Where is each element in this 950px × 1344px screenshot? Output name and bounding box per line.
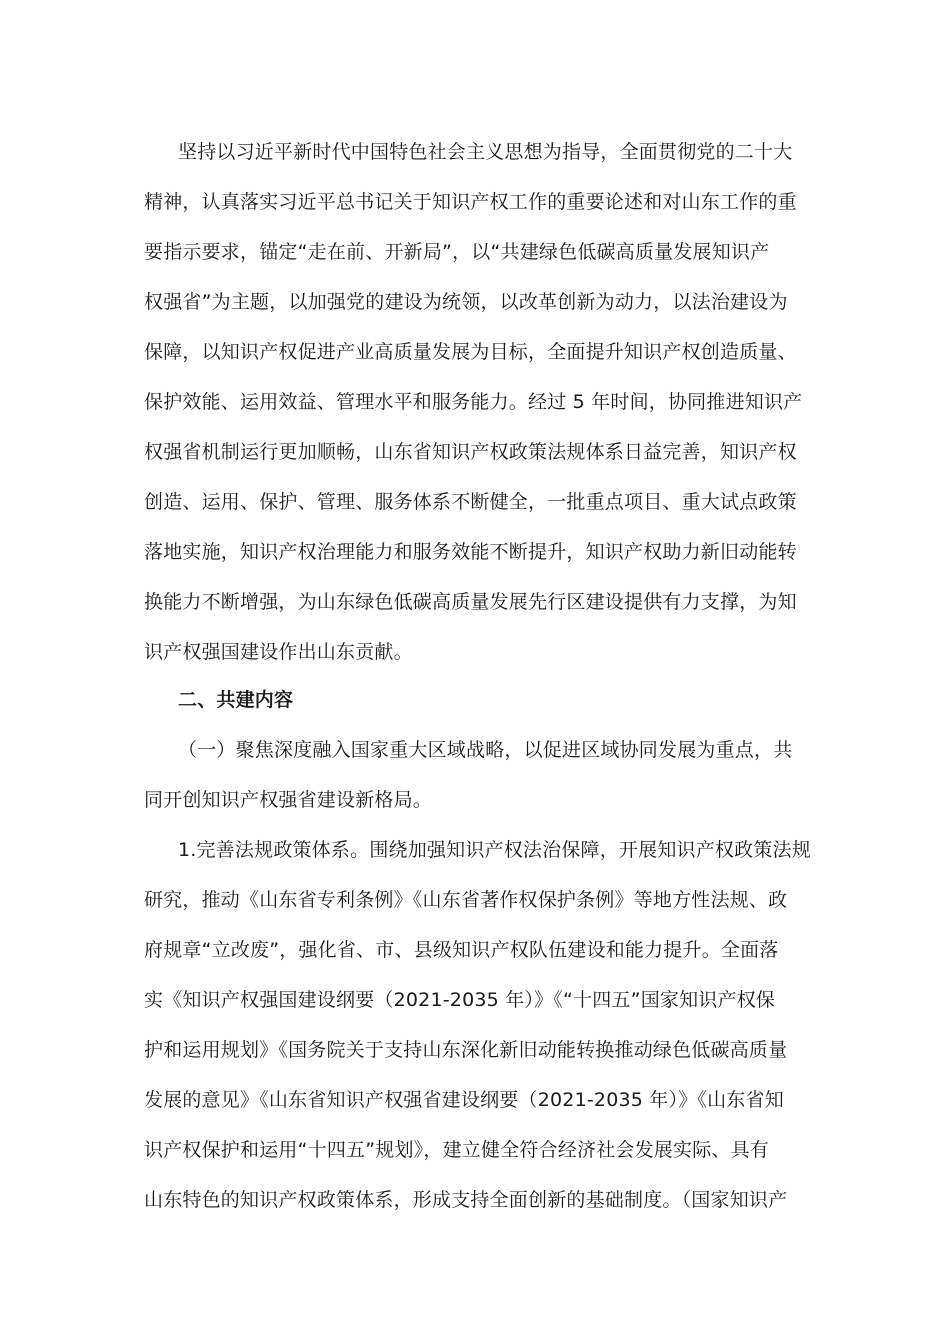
paragraph-3-line-8: 山东特色的知识产权政策体系，形成支持全面创新的基础制度。（国家知识产 xyxy=(144,1189,788,1211)
paragraph-1-line-11: 识产权强国建设作出山东贡献。 xyxy=(144,641,413,663)
paragraph-3-line-4: 实《知识产权强国建设纲要（2021-2035 年）》《“十四五”国家知识产权保 xyxy=(144,989,776,1011)
paragraph-3-line-5: 护和运用规划》《国务院关于支持山东深化新旧动能转换推动绿色低碳高质量 xyxy=(144,1039,788,1061)
paragraph-3-line-7: 识产权保护和运用“十四五”规划》，建立健全符合经济社会发展实际、具有 xyxy=(144,1139,769,1161)
paragraph-3-line-3: 府规章“立改废”，强化省、市、县级知识产权队伍建设和能力提升。全面落 xyxy=(144,939,779,961)
paragraph-1-line-4: 权强省”为主题，以加强党的建设为统领，以改革创新为动力，以法治建设为 xyxy=(144,291,788,313)
paragraph-3-line-6: 发展的意见》《山东省知识产权强省建设纲要（2021-2035 年）》《山东省知 xyxy=(144,1089,784,1111)
paragraph-1-line-1: 坚持以习近平新时代中国特色社会主义思想为指导，全面贯彻党的二十大 xyxy=(178,141,793,163)
section-heading: 二、共建内容 xyxy=(178,689,294,711)
paragraph-1-line-9: 落地实施，知识产权治理能力和服务效能不断提升，知识产权助力新旧动能转 xyxy=(144,541,797,563)
paragraph-1-line-3: 要指示要求，锚定“走在前、开新局”，以“共建绿色低碳高质量发展知识产 xyxy=(144,241,770,263)
paragraph-2-line-2: 同开创知识产权强省建设新格局。 xyxy=(144,789,433,811)
paragraph-1-line-7: 权强省机制运行更加顺畅，山东省知识产权政策法规体系日益完善，知识产权 xyxy=(144,441,797,463)
paragraph-2-line-1: （一）聚焦深度融入国家重大区域战略，以促进区域协同发展为重点，共 xyxy=(178,739,793,761)
paragraph-1-line-6: 保护效能、运用效益、管理水平和服务能力。经过 5 年时间，协同推进知识产 xyxy=(144,391,803,413)
paragraph-1-line-2: 精神，认真落实习近平总书记关于知识产权工作的重要论述和对山东工作的重 xyxy=(144,191,797,213)
paragraph-1-line-8: 创造、运用、保护、管理、服务体系不断健全，一批重点项目、重大试点政策 xyxy=(144,491,797,513)
paragraph-3-line-1: 1.完善法规政策体系。围绕加强知识产权法治保障，开展知识产权政策法规 xyxy=(178,839,811,861)
paragraph-3-line-2: 研究，推动《山东省专利条例》《山东省著作权保护条例》等地方性法规、政 xyxy=(144,889,788,911)
paragraph-1-line-5: 保障，以知识产权促进产业高质量发展为目标，全面提升知识产权创造质量、 xyxy=(144,341,797,363)
paragraph-1-line-10: 换能力不断增强，为山东绿色低碳高质量发展先行区建设提供有力支撑，为知 xyxy=(144,591,797,613)
